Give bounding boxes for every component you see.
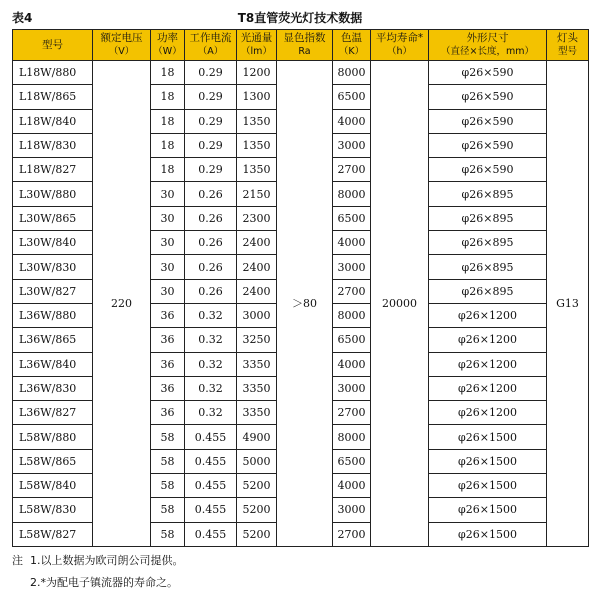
cell-power: 18 (151, 158, 185, 182)
cell-power: 58 (151, 498, 185, 522)
col-size-header: 外形尺寸 （直径×长度，mm） (429, 30, 547, 61)
cell-cct: 4000 (333, 231, 371, 255)
cell-current: 0.26 (185, 182, 237, 206)
cell-life-merged: 20000 (371, 61, 429, 547)
cell-power: 30 (151, 231, 185, 255)
cell-cct: 6500 (333, 328, 371, 352)
footnotes (12, 554, 184, 598)
cell-power: 58 (151, 522, 185, 546)
cell-flux: 3350 (237, 401, 277, 425)
cell-size: φ26×590 (429, 85, 547, 109)
cell-current: 0.32 (185, 376, 237, 400)
cell-cct: 2700 (333, 401, 371, 425)
cell-flux: 2300 (237, 206, 277, 230)
cell-size: φ26×1200 (429, 376, 547, 400)
cell-current: 0.29 (185, 133, 237, 157)
cell-current: 0.26 (185, 255, 237, 279)
cell-model: L30W/830 (13, 255, 93, 279)
cell-model: L30W/865 (13, 206, 93, 230)
cell-flux: 2400 (237, 255, 277, 279)
col-voltage-header: 额定电压 （V） (93, 30, 151, 61)
cell-current: 0.26 (185, 279, 237, 303)
cell-size: φ26×1200 (429, 303, 547, 327)
cell-model: L58W/830 (13, 498, 93, 522)
header-row (13, 30, 589, 61)
cell-power: 30 (151, 279, 185, 303)
cell-size: φ26×1500 (429, 474, 547, 498)
cell-current: 0.455 (185, 474, 237, 498)
cell-current: 0.29 (185, 158, 237, 182)
cell-cct: 8000 (333, 61, 371, 85)
cell-power: 18 (151, 109, 185, 133)
cell-size: φ26×1500 (429, 498, 547, 522)
cell-size: φ26×1200 (429, 328, 547, 352)
cell-flux: 1200 (237, 61, 277, 85)
cell-model: L58W/827 (13, 522, 93, 546)
cell-flux: 2400 (237, 279, 277, 303)
cell-size: φ26×1500 (429, 449, 547, 473)
cell-current: 0.29 (185, 61, 237, 85)
cell-flux: 2150 (237, 182, 277, 206)
cell-size: φ26×590 (429, 133, 547, 157)
cell-flux: 3350 (237, 376, 277, 400)
cell-cct: 2700 (333, 158, 371, 182)
cell-flux: 1350 (237, 109, 277, 133)
cell-flux: 3350 (237, 352, 277, 376)
cell-power: 58 (151, 474, 185, 498)
col-flux-header: 光通量 （lm） (237, 30, 277, 61)
col-model-header: 型号 (13, 30, 93, 61)
cell-size: φ26×1200 (429, 352, 547, 376)
cell-model: L18W/827 (13, 158, 93, 182)
cell-power: 18 (151, 61, 185, 85)
cell-cct: 2700 (333, 279, 371, 303)
cell-size: φ26×1500 (429, 522, 547, 546)
cell-cct: 6500 (333, 206, 371, 230)
cell-flux: 5200 (237, 474, 277, 498)
cell-power: 18 (151, 133, 185, 157)
cell-cri-merged: ＞80 (277, 61, 333, 547)
cell-cct: 3000 (333, 255, 371, 279)
cell-power: 30 (151, 206, 185, 230)
cell-current: 0.455 (185, 449, 237, 473)
cell-model: L58W/840 (13, 474, 93, 498)
cell-size: φ26×895 (429, 279, 547, 303)
cell-power: 58 (151, 425, 185, 449)
cell-current: 0.26 (185, 206, 237, 230)
cell-model: L58W/880 (13, 425, 93, 449)
cell-power: 36 (151, 328, 185, 352)
cell-current: 0.455 (185, 498, 237, 522)
cell-current: 0.29 (185, 109, 237, 133)
cell-power: 36 (151, 376, 185, 400)
spec-table (12, 29, 589, 547)
cell-flux: 1350 (237, 158, 277, 182)
cell-current: 0.29 (185, 85, 237, 109)
cell-cct: 8000 (333, 425, 371, 449)
col-base-header: 灯头 型号 (547, 30, 589, 61)
cell-power: 30 (151, 182, 185, 206)
table-caption: 表4 (12, 11, 33, 25)
col-life-header: 平均寿命* （h） (371, 30, 429, 61)
cell-model: L58W/865 (13, 449, 93, 473)
cell-cct: 6500 (333, 85, 371, 109)
cell-model: L36W/840 (13, 352, 93, 376)
footnote-2: 2.*为配电子镇流器的寿命之。 (30, 576, 178, 589)
cell-model: L18W/880 (13, 61, 93, 85)
cell-cct: 4000 (333, 352, 371, 376)
cell-cct: 8000 (333, 303, 371, 327)
cell-cct: 4000 (333, 109, 371, 133)
cell-current: 0.32 (185, 328, 237, 352)
cell-flux: 4900 (237, 425, 277, 449)
cell-base-merged: G13 (547, 61, 589, 547)
cell-flux: 2400 (237, 231, 277, 255)
table-row (13, 61, 589, 85)
cell-flux: 3250 (237, 328, 277, 352)
cell-power: 36 (151, 352, 185, 376)
cell-model: L18W/830 (13, 133, 93, 157)
cell-power: 36 (151, 401, 185, 425)
cell-power: 18 (151, 85, 185, 109)
cell-size: φ26×895 (429, 206, 547, 230)
cell-model: L30W/827 (13, 279, 93, 303)
cell-flux: 3000 (237, 303, 277, 327)
cell-power: 58 (151, 449, 185, 473)
col-current-header: 工作电流 （A） (185, 30, 237, 61)
cell-cct: 4000 (333, 474, 371, 498)
cell-size: φ26×895 (429, 255, 547, 279)
cell-size: φ26×895 (429, 231, 547, 255)
cell-current: 0.32 (185, 401, 237, 425)
cell-size: φ26×590 (429, 158, 547, 182)
col-power-header: 功率 （W） (151, 30, 185, 61)
cell-size: φ26×590 (429, 61, 547, 85)
cell-model: L30W/840 (13, 231, 93, 255)
cell-current: 0.455 (185, 425, 237, 449)
cell-cct: 3000 (333, 133, 371, 157)
cell-current: 0.32 (185, 303, 237, 327)
cell-model: L30W/880 (13, 182, 93, 206)
cell-flux: 1300 (237, 85, 277, 109)
cell-current: 0.26 (185, 231, 237, 255)
cell-size: φ26×895 (429, 182, 547, 206)
cell-model: L36W/865 (13, 328, 93, 352)
cell-model: L18W/840 (13, 109, 93, 133)
cell-model: L18W/865 (13, 85, 93, 109)
cell-cct: 6500 (333, 449, 371, 473)
col-cri-header: 显色指数 Ra (277, 30, 333, 61)
cell-cct: 8000 (333, 182, 371, 206)
cell-flux: 5200 (237, 522, 277, 546)
cell-flux: 1350 (237, 133, 277, 157)
cell-flux: 5200 (237, 498, 277, 522)
cell-size: φ26×1200 (429, 401, 547, 425)
cell-size: φ26×590 (429, 109, 547, 133)
table-title: T8直管荧光灯技术数据 (237, 11, 363, 25)
cell-cct: 3000 (333, 498, 371, 522)
cell-flux: 5000 (237, 449, 277, 473)
cell-cct: 3000 (333, 376, 371, 400)
col-cct-header: 色温 （K） (333, 30, 371, 61)
cell-current: 0.455 (185, 522, 237, 546)
cell-current: 0.32 (185, 352, 237, 376)
cell-model: L36W/827 (13, 401, 93, 425)
cell-model: L36W/880 (13, 303, 93, 327)
cell-model: L36W/830 (13, 376, 93, 400)
cell-power: 30 (151, 255, 185, 279)
cell-power: 36 (151, 303, 185, 327)
footnote-1: 注 1.以上数据为欧司朗公司提供。 (12, 554, 184, 567)
cell-cct: 2700 (333, 522, 371, 546)
cell-size: φ26×1500 (429, 425, 547, 449)
cell-voltage-merged: 220 (93, 61, 151, 547)
